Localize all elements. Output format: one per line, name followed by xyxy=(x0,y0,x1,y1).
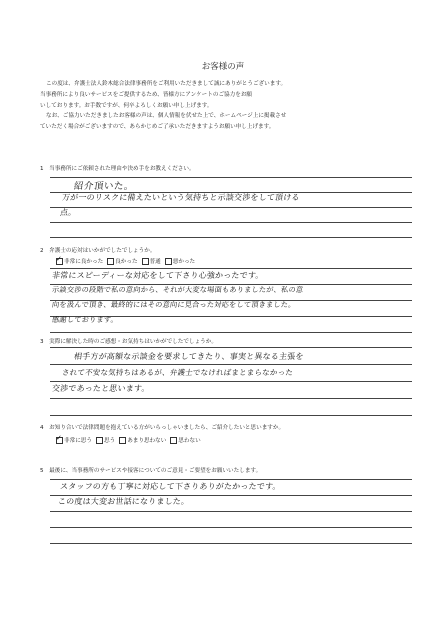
question-4: 4 お知り合いで法律問題を抱えている方がいらっしゃいましたら、ご紹介したいと思いますか。 xyxy=(40,425,285,431)
checkbox-checked-icon xyxy=(56,437,63,444)
checkbox-icon xyxy=(119,437,126,444)
intro-line: ていただく場合がございますので、あらかじめご了承いただきますようお願い申し上げます。 xyxy=(40,124,275,131)
checkbox-checked-icon xyxy=(56,258,63,265)
answer-2-line-2: 示談交渉の段階で私の意向から、それが大変な場面もありましたが、私の意 xyxy=(51,285,304,294)
page-title: お客様の声 xyxy=(201,62,245,72)
option-bad[interactable]: 悪かった xyxy=(165,257,195,265)
checkbox-icon xyxy=(96,437,103,444)
option-good[interactable]: 良かった xyxy=(107,257,137,265)
answer-1-line-3: 点。 xyxy=(59,208,77,217)
rating-options-2 xyxy=(56,257,195,265)
question-1: 1 当事務所にご依頼された理由や決め手をお教えください。 xyxy=(40,166,195,172)
answer-2-line-4: 感謝しております。 xyxy=(51,315,119,324)
answer-1-line-2: 万が一のリスクに備えたいという気持ちと示談交渉をして頂ける xyxy=(61,193,301,202)
intro-line: なお、ご協力いただきましたお客様の声は、個人情報を伏せた上で、ホームページ上に掲載させ xyxy=(46,113,287,120)
answer-3-line-1: 相手方が高額な示談金を要求してきたり、事実と異なる主張を xyxy=(73,352,305,361)
checkbox-icon xyxy=(165,258,172,265)
question-3: 3 実際に解決した時のご感想・お気持ちはいかがでしたでしょうか。 xyxy=(40,339,217,345)
answer-3-line-2: されて不安な気持ちはあるが、弁護士でなければまとまらなかった xyxy=(61,368,294,377)
option-normal[interactable]: 普通 xyxy=(142,257,161,265)
intro-line: この度は、弁護士法人鈴木総合法律事務所をご利用いただきまして誠にありがとうございます。 xyxy=(46,81,287,87)
question-5: 5 最後に、当事務所のサービスや接客についてのご意見・ご要望をお願いいたします。 xyxy=(40,468,262,474)
answer-1-line-1: 紹介頂いた。 xyxy=(73,181,135,192)
option-not-really[interactable]: あまり思わない xyxy=(119,436,166,444)
checkbox-icon xyxy=(142,258,149,265)
checkbox-icon xyxy=(170,437,177,444)
checkbox-icon xyxy=(107,258,114,265)
answer-5-line-2: この度は大変お世話になりました。 xyxy=(57,497,190,506)
option-very-good[interactable]: ✓ 非常に良かった xyxy=(56,257,103,265)
intro-line: いしております。お手数ですが、何卒よろしくお願い申し上げます。 xyxy=(40,102,213,109)
answer-2-line-3: 向を汲んで頂き、最終的にはその意向に見合った対応をして頂きました。 xyxy=(51,300,297,309)
option-agree[interactable]: 思う xyxy=(96,436,115,444)
answer-5-line-1: スタッフの方も丁寧に対応して下さりありがたかったです。 xyxy=(59,482,282,491)
option-disagree[interactable]: 思わない xyxy=(170,436,200,444)
answer-3-line-3: 交渉であったと思います。 xyxy=(51,384,151,393)
intro-text xyxy=(40,79,420,133)
intro-line: 当事務所により良いサービスをご提供するため、皆様方にアンケートのご協力をお願 xyxy=(40,91,253,98)
option-strongly-agree[interactable]: ✓ 非常に思う xyxy=(56,436,92,444)
answer-2-line-1: 非常にスピーディーな対応をして下さり心強かったです。 xyxy=(51,271,265,280)
rating-options-4 xyxy=(56,436,201,444)
question-2: 2 弁護士の応対はいかがでしたでしょうか。 xyxy=(40,248,156,254)
